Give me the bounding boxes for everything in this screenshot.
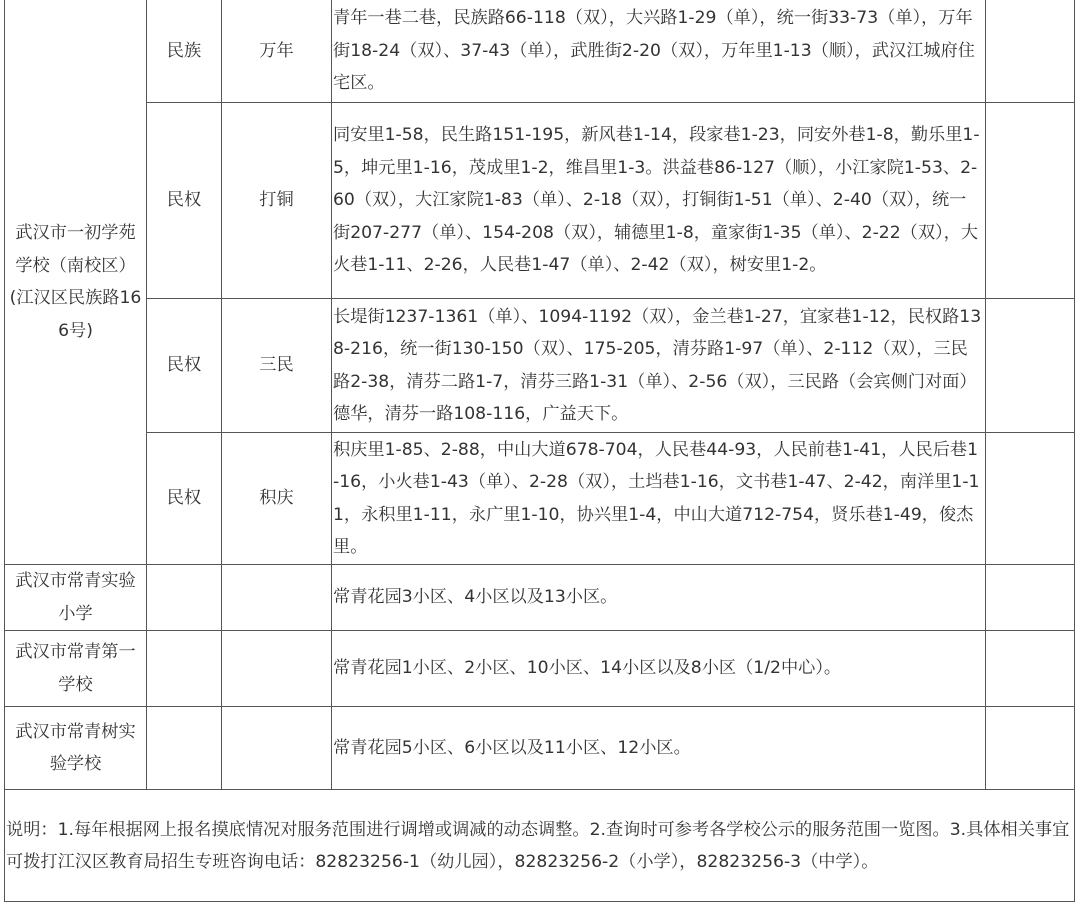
table-row — [5, 103, 1075, 299]
remarks-cell — [986, 433, 1075, 565]
community-cell: 民权 — [147, 103, 222, 299]
neighborhood-cell — [222, 565, 332, 631]
remarks-cell — [986, 707, 1075, 790]
remarks-cell — [986, 565, 1075, 631]
service-range-cell: 长堤街1237-1361（单）、1094-1192（双），金兰巷1-27，宜家巷1-12，民权路138-216，统一街130-150（双）、175-205，清芬路1-97（单）、2-112（双），三民路2-38，清芬二路1-7，清芬三路1-31（单）、2-56（双），三民路（会宾侧门对面）德华，清芬一路108-116，广益天下。 — [332, 299, 986, 433]
service-range-cell: 常青花园1小区、2小区、10小区、14小区以及8小区（1/2中心）。 — [332, 631, 986, 707]
service-range-cell: 常青花园5小区、6小区以及11小区、12小区。 — [332, 707, 986, 790]
community-cell: 民权 — [147, 433, 222, 565]
neighborhood-cell: 打铜 — [222, 103, 332, 299]
table-row — [5, 433, 1075, 565]
community-cell — [147, 707, 222, 790]
table-row — [5, 0, 1075, 103]
service-range-cell: 青年一巷二巷，民族路66-118（双），大兴路1-29（单），统一街33-73（单），万年街18-24（双）、37-43（单），武胜街2-20（双），万年里1-13（顺），武汉江城府住宅区。 — [332, 0, 986, 103]
school-name-cell: 武汉市常青树实验学校 — [5, 707, 147, 790]
notes-text: 说明：1.每年根据网上报名摸底情况对服务范围进行调增或调减的动态调整。2.查询时可参考各学校公示的服务范围一览图。3.具体相关事宜可拨打江汉区教育局招生专班咨询电话：82823256-1（幼儿园），82823256-2（小学），82823256-3（中学）。 — [5, 790, 1075, 902]
remarks-cell — [986, 299, 1075, 433]
remarks-cell — [986, 103, 1075, 299]
school-district-table — [4, 0, 1075, 902]
community-cell: 民族 — [147, 0, 222, 103]
neighborhood-cell — [222, 631, 332, 707]
table-row — [5, 299, 1075, 433]
service-range-cell: 常青花园3小区、4小区以及13小区。 — [332, 565, 986, 631]
table-row — [5, 565, 1075, 631]
neighborhood-cell — [222, 707, 332, 790]
school-name-cell: 武汉市一初学苑学校（南校区）(江汉区民族路166号) — [5, 0, 147, 565]
community-cell — [147, 565, 222, 631]
neighborhood-cell: 积庆 — [222, 433, 332, 565]
service-range-cell: 同安里1-58，民生路151-195，新风巷1-14，段家巷1-23，同安外巷1-8，勤乐里1-5，坤元里1-16，茂成里1-2，维昌里1-3。洪益巷86-127（顺），小江家院1-53、2-60（双），大江家院1-83（单）、2-18（双），打铜街1-51（单）、2-40（双），统一街207-277（单）、154-208（双），辅德里1-8，童家街1-35（单）、2-22（双），大火巷1-11、2-26，人民巷1-47（单）、2-42（双），树安里1-2。 — [332, 103, 986, 299]
service-range-cell: 积庆里1-85、2-88，中山大道678-704，人民巷44-93，人民前巷1-41，人民后巷1-16，小火巷1-43（单）、2-28（双），土垱巷1-16，文书巷1-47、2-42，南洋里1-11，永积里1-11，永广里1-10，协兴里1-4，中山大道712-754，贤乐巷1-49，俊杰里。 — [332, 433, 986, 565]
community-cell — [147, 631, 222, 707]
school-name-cell: 武汉市常青第一学校 — [5, 631, 147, 707]
table-row — [5, 790, 1075, 902]
neighborhood-cell: 三民 — [222, 299, 332, 433]
community-cell: 民权 — [147, 299, 222, 433]
table-row — [5, 707, 1075, 790]
neighborhood-cell: 万年 — [222, 0, 332, 103]
remarks-cell — [986, 0, 1075, 103]
table-row — [5, 631, 1075, 707]
remarks-cell — [986, 631, 1075, 707]
school-name-cell: 武汉市常青实验小学 — [5, 565, 147, 631]
